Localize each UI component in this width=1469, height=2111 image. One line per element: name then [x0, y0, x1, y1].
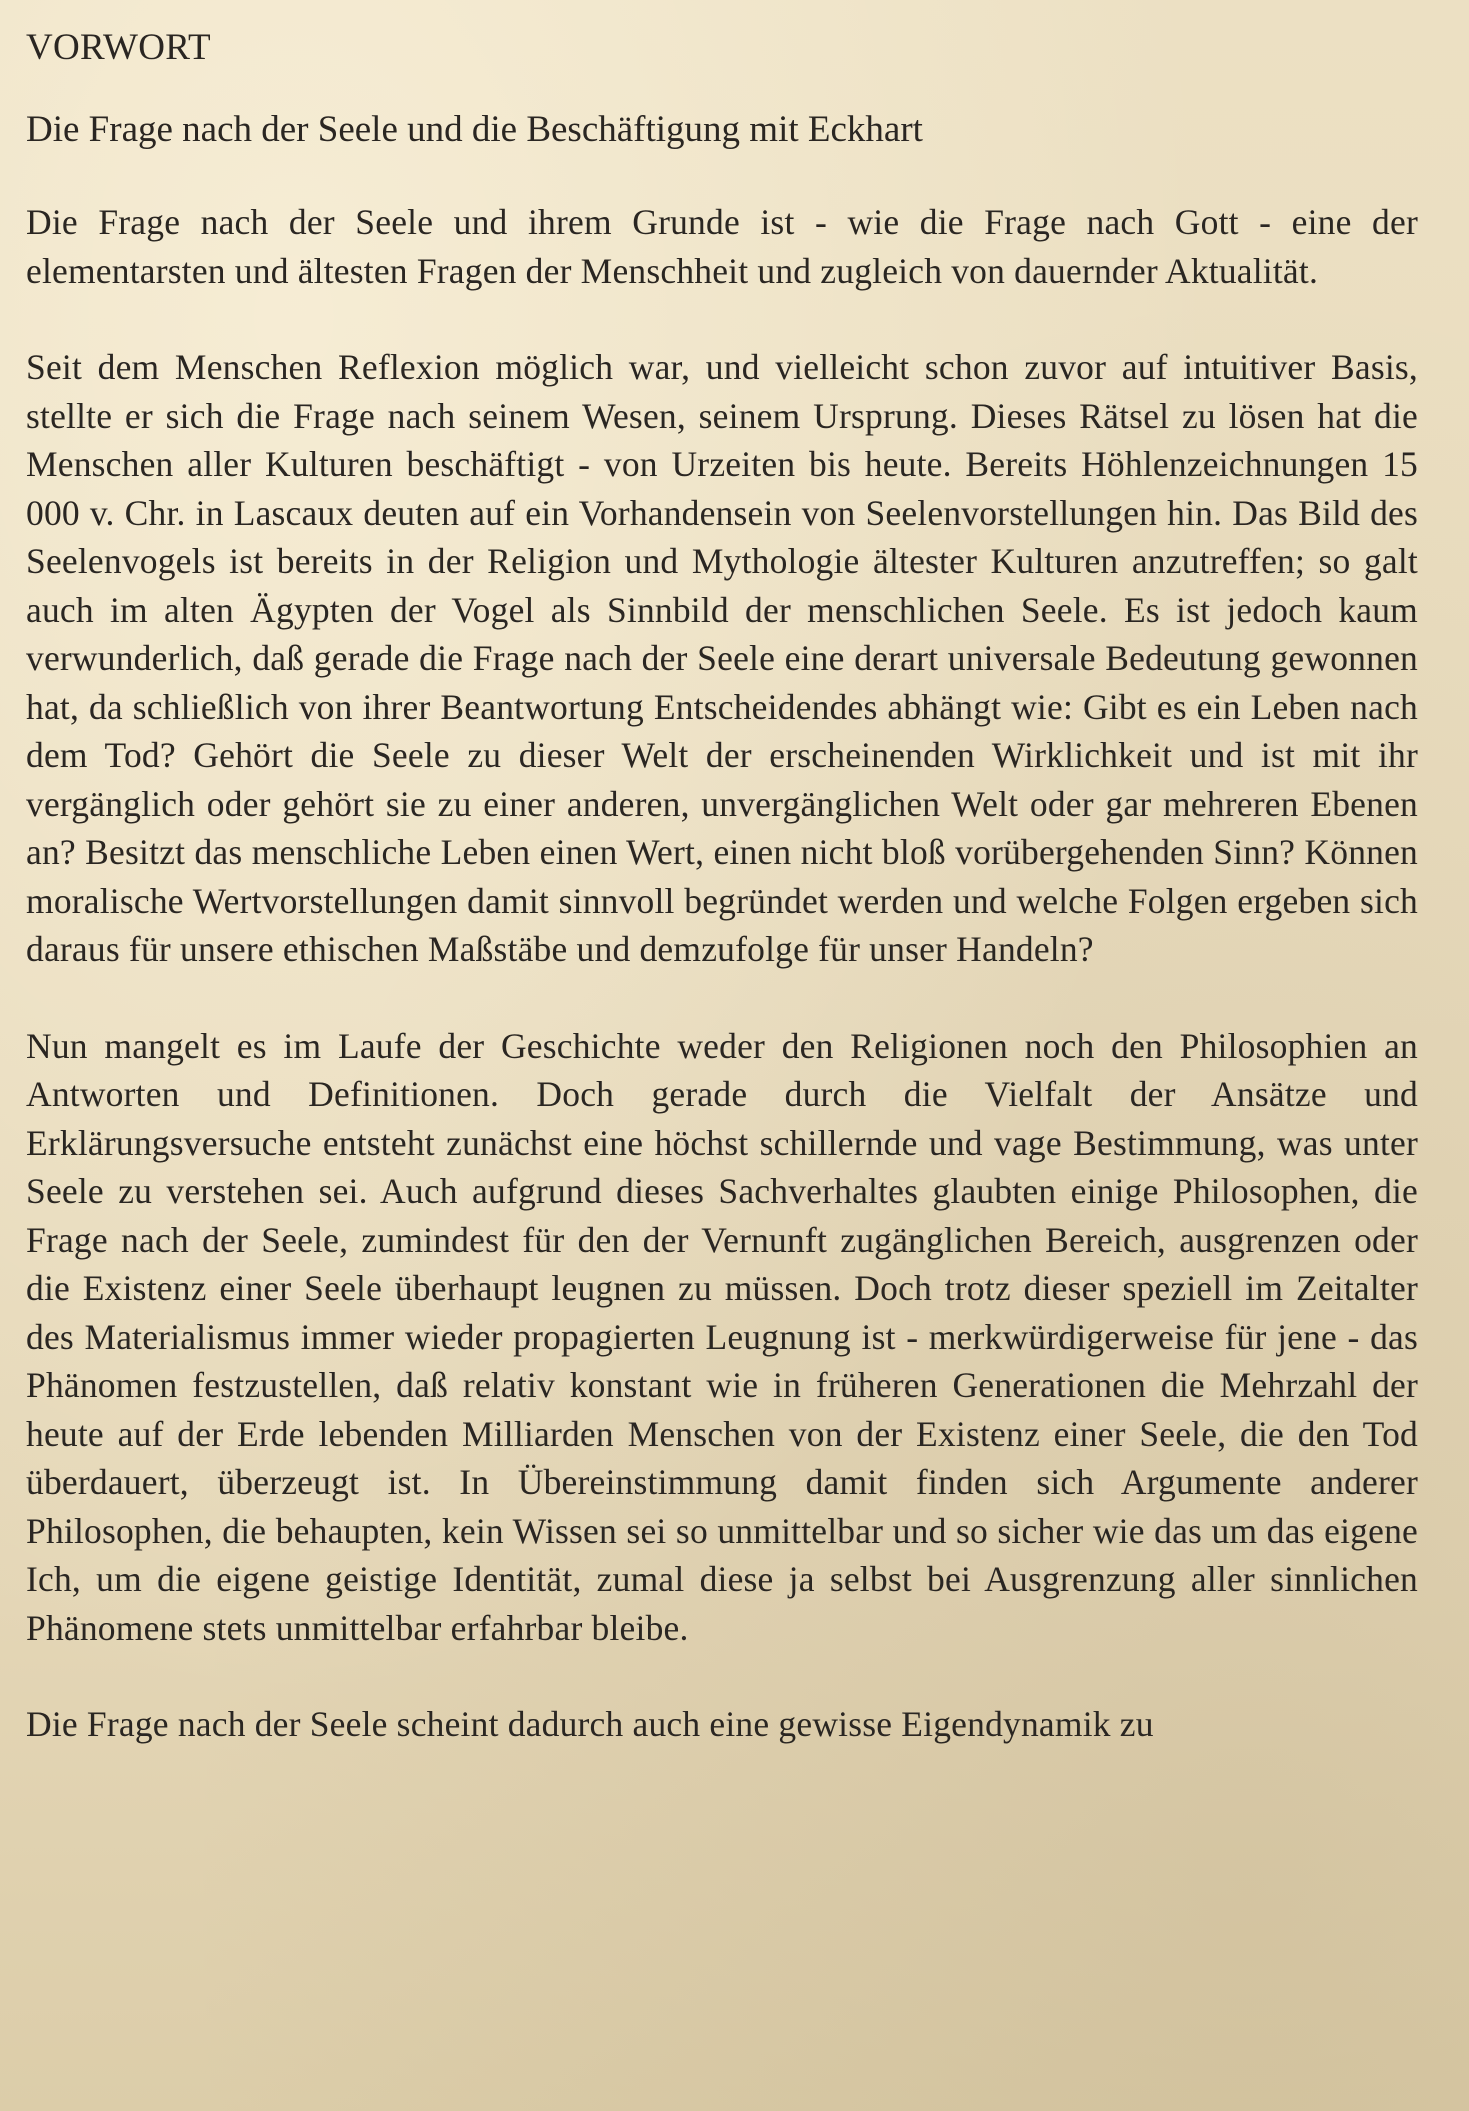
paragraph-4: Die Frage nach der Seele scheint dadurch auch eine gewisse Eigendynamik zu: [26, 1704, 1154, 1744]
chapter-heading: VORWORT: [26, 27, 211, 68]
paragraph-3: Nun mangelt es im Laufe der Geschichte weder den Religionen noch den Philosophien an Antworten und Definitionen. Doch gerade durch die Vielfalt der Ansätze und Erklärungsversuche entsteht zunächst eine höchst schillernde und vage Bestimmung, was unter Seele zu verstehen sei. Auch aufgrund dieses Sachverhaltes glaubten einige Philosophen, die Frage nach der Seele, zumindest für den der Vernunft zugänglichen Bereich, ausgrenzen oder die Existenz einer Seele überhaupt leugnen zu müssen. Doch trotz dieser speziell im Zeitalter des Materialismus immer wieder propagierten Leugnung ist - merkwürdigerweise für jene - das Phänomen festzustellen, daß relativ konstant wie in früheren Generationen die Mehrzahl der heute auf der Erde lebenden Milliarden Menschen von der Existenz einer Seele, die den Tod überdauert, überzeugt ist. In Übereinstimmung damit finden sich Argumente anderer Philosophen, die behaupten, kein Wissen sei so unmittelbar und so sicher wie das um das eigene Ich, um die eigene geistige Identität, zumal diese ja selbst bei Ausgrenzung aller sinnlichen Phänomene stets unmittelbar erfahrbar bleibe.: [26, 1025, 1418, 1648]
paragraph-2: Seit dem Menschen Reflexion möglich war, und vielleicht schon zuvor auf intuitiver Basis, stellte er sich die Frage nach seinem Wesen, seinem Ursprung. Dieses Rätsel zu lösen hat die Menschen aller Kulturen beschäftigt - von Urzeiten bis heute. Bereits Höhlenzeichnungen 15 000 v. Chr. in Lascaux deuten auf ein Vorhandensein von Seelenvorstellungen hin. Das Bild des Seelenvogels ist bereits in der Religion und Mythologie ältester Kulturen anzutreffen; so galt auch im alten Ägypten der Vogel als Sinnbild der menschlichen Seele. Es ist jedoch kaum verwunderlich, daß gerade die Frage nach der Seele eine derart universale Bedeutung gewonnen hat, da schließlich von ihrer Beantwortung Entscheidendes abhängt wie: Gibt es ein Leben nach dem Tod? Gehört die Seele zu dieser Welt der erscheinenden Wirklichkeit und ist mit ihr vergänglich oder gehört sie zu einer anderen, unvergänglichen Welt oder gar mehreren Ebenen an? Besitzt das menschliche Leben einen Wert, einen nicht bloß vorübergehenden Sinn? Können moralische Wertvorstellungen damit sinnvoll begründet werden und welche Folgen ergeben sich daraus für unsere ethischen Maßstäbe und demzufolge für unser Handeln?: [26, 347, 1418, 969]
page-content: [26, 18, 1418, 1749]
paragraph-1: Die Frage nach der Seele und ihrem Grunde ist - wie die Frage nach Gott - eine der elementarsten und ältesten Fragen der Menschheit und zugleich von dauernder Aktualität.: [26, 202, 1418, 291]
chapter-subheading: Die Frage nach der Seele und die Beschäftigung mit Eckhart: [26, 109, 923, 150]
